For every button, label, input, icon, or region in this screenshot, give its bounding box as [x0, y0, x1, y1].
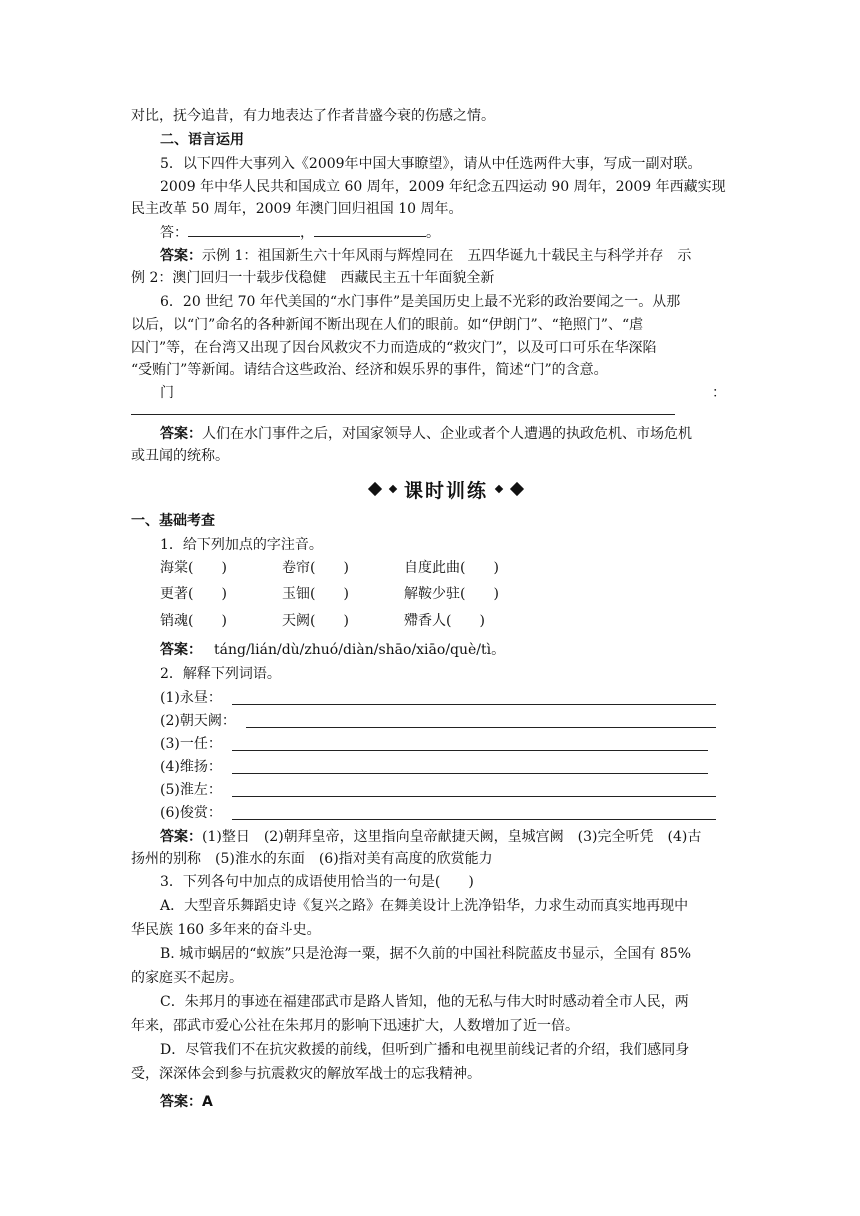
q3-option-c-line2: 年来，邵武市爱心公社在朱邦月的影响下迅速扩大，人数增加了近一倍。 — [131, 1018, 579, 1034]
q1-row3-col1: 销魂( ) — [160, 613, 227, 629]
q5-answer-key-line2: 例 2：澳门回归一十载步伐稳健 西藏民主五十年面貌全新 — [131, 270, 495, 286]
q1-row1-col3: 自度此曲( ) — [404, 560, 499, 576]
q2-item-4: (4)维扬： — [160, 759, 222, 775]
q3-stem: 3．下列各句中加点的成语使用恰当的一句是( ) — [160, 874, 474, 890]
answer-text: (1)整日 (2)朝拜皇帝，这里指向皇帝献捷天阙，皇城宫阙 (3)完全听凭 (4)古 — [202, 829, 702, 845]
q5-stem-line1: 5．以下四件大事列入《2009年中国大事瞭望》，请从中任选两件大事，写成一副对联。 — [160, 156, 702, 172]
q2-item-3: (3)一任： — [160, 736, 222, 752]
q6-answer-key — [160, 424, 692, 444]
q3-option-b-line2: 的家庭买不起房。 — [131, 970, 243, 986]
q3-option-a-line2: 华民族 160 多年来的奋斗史。 — [131, 922, 321, 938]
answer-label: 答案： — [160, 829, 202, 845]
paragraph-end: 对比，抚今追昔，有力地表达了作者昔盛今衰的伤感之情。 — [131, 108, 495, 124]
q6-stem-line3: 囚门”等，在台湾又出现了因台风救灾不力而造成的“救灾门”，以及可口可乐在华深陷 — [131, 340, 657, 356]
q6-stem-line4: “受贿门”等新闻。请结合这些政治、经济和娱乐界的事件，简述“门”的含意。 — [131, 362, 608, 378]
q1-row1-col2: 卷帘( ) — [282, 560, 349, 576]
answer-line[interactable] — [246, 727, 716, 728]
q2-answer-key-line2: 扬州的别称 (5)淮水的东面 (6)指对美有高度的欣赏能力 — [131, 851, 493, 867]
q2-item-5: (5)淮左： — [160, 782, 222, 798]
answer-line[interactable] — [232, 773, 708, 774]
answer-line[interactable] — [232, 819, 716, 820]
q3-option-c-line1: C．朱邦月的事迹在福建邵武市是路人皆知，他的无私与伟大时时感动着全市人民，两 — [160, 994, 689, 1010]
answer-label: 答案： — [160, 1094, 202, 1110]
q3-answer-key — [160, 1092, 213, 1112]
diamond-icon — [389, 485, 397, 493]
q6-fill-colon: ： — [712, 385, 726, 401]
q1-row2-col1: 更著( ) — [160, 586, 227, 602]
answer-label: 答案： — [160, 426, 202, 442]
q6-fill-start: 门 — [160, 385, 174, 401]
answer-blank[interactable] — [314, 222, 426, 237]
q5-answer-end: 。 — [426, 225, 440, 241]
q1-stem: 1．给下列加点的字注音。 — [160, 537, 323, 553]
q3-option-d-line1: D．尽管我们不在抗灾救援的前线，但听到广播和电视里前线记者的介绍，我们感同身 — [160, 1042, 690, 1058]
diamond-icon — [368, 482, 382, 496]
answer-label: 答案： — [160, 248, 202, 264]
q3-option-b-line1: B. 城市蜗居的“蚁族”只是沧海一粟，据不久前的中国社科院蓝皮书显示，全国有 85% — [160, 946, 692, 962]
q1-row2-col2: 玉钿( ) — [282, 586, 349, 602]
q2-item-6: (6)俊赏： — [160, 805, 222, 821]
answer-text: táng/lián/dù/zhuó/diàn/shāo/xiāo/què/tì。 — [214, 642, 506, 658]
section-banner — [355, 474, 537, 504]
answer-blank[interactable] — [188, 222, 300, 237]
diamond-icon — [510, 482, 524, 496]
answer-line[interactable] — [232, 704, 716, 705]
q2-answer-key — [160, 827, 701, 847]
answer-text: A — [202, 1094, 213, 1110]
q1-row2-col3: 解鞍少驻( ) — [404, 586, 499, 602]
q2-item-2: (2)朝天阙： — [160, 713, 236, 729]
q5-answer-key — [160, 246, 691, 266]
answer-line[interactable] — [232, 750, 708, 751]
q5-answer-prefix: 答： — [160, 225, 188, 241]
q6-answer-key-line2: 或丑闻的统称。 — [131, 448, 229, 464]
answer-label: 答案： — [160, 642, 202, 658]
answer-text: 人们在水门事件之后，对国家领导人、企业或者个人遭遇的执政危机、市场危机 — [202, 426, 692, 442]
q3-option-a-line1: A．大型音乐舞蹈史诗《复兴之路》在舞美设计上洗净铅华，力求生动而真实地再现中 — [160, 898, 689, 914]
q2-stem: 2．解释下列词语。 — [160, 666, 281, 682]
diamond-icon — [495, 485, 503, 493]
q3-option-d-line2: 受，深深体会到参与抗震救灾的解放军战士的忘我精神。 — [131, 1066, 481, 1082]
banner-title: 课时训练 — [403, 479, 488, 502]
q5-stem-line2: 2009 年中华人民共和国成立 60 周年，2009 年纪念五四运动 90 周年，2009 年西藏实现 — [160, 179, 726, 195]
answer-line[interactable] — [232, 796, 716, 797]
answer-text: 示例 1：祖国新生六十年风雨与辉煌同在 五四华诞九十载民主与科学并存 示 — [202, 248, 692, 264]
q6-stem-line1: 6．20 世纪 70 年代美国的“水门事件”是美国历史上最不光彩的政治要闻之一。从那 — [160, 294, 681, 310]
q6-answer-line[interactable] — [131, 414, 675, 415]
q5-stem-line3: 民主改革 50 周年，2009 年澳门回归祖国 10 周年。 — [131, 201, 463, 217]
q6-stem-line2: 以后，以“门”命名的各种新闻不断出现在人们的眼前。如“伊朗门”、“艳照门”、“虐 — [131, 317, 644, 333]
q1-row3-col3: 殢香人( ) — [404, 613, 485, 629]
q1-answer-key — [160, 640, 505, 660]
q1-row3-col2: 天阙( ) — [282, 613, 349, 629]
q5-answer-blanks — [160, 222, 440, 242]
q2-item-1: (1)永昼： — [160, 690, 222, 706]
section-heading-language-use: 二、语言运用 — [160, 132, 244, 148]
q1-row1-col1: 海棠( ) — [160, 560, 227, 576]
section-heading-basics: 一、基础考查 — [131, 513, 215, 529]
q5-answer-sep: ， — [300, 225, 314, 241]
